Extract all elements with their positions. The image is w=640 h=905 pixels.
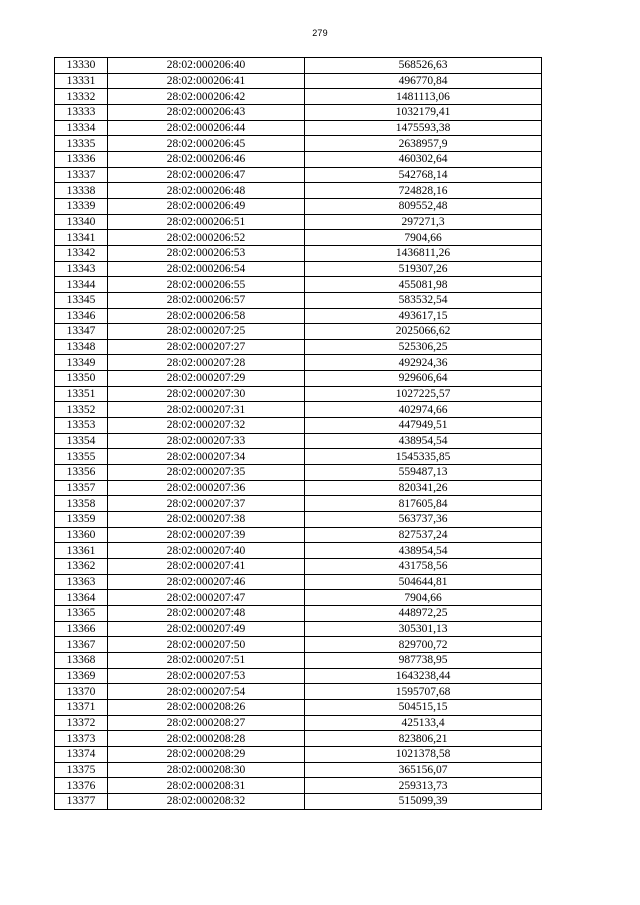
row-number-cell: 13340 [55, 214, 108, 230]
table-row [55, 214, 542, 230]
value-cell: 724828,16 [305, 183, 542, 199]
value-cell: 515099,39 [305, 793, 542, 809]
cadastral-number-cell: 28:02:000207:28 [108, 355, 305, 371]
cadastral-number-cell: 28:02:000207:38 [108, 512, 305, 528]
value-cell: 431758,56 [305, 559, 542, 575]
value-cell: 492924,36 [305, 355, 542, 371]
row-number-cell: 13367 [55, 637, 108, 653]
table-row [55, 292, 542, 308]
value-cell: 402974,66 [305, 402, 542, 418]
value-cell: 563737,36 [305, 512, 542, 528]
cadastral-number-cell: 28:02:000207:41 [108, 559, 305, 575]
value-cell: 447949,51 [305, 418, 542, 434]
value-cell: 7904,66 [305, 590, 542, 606]
row-number-cell: 13370 [55, 684, 108, 700]
value-cell: 1027225,57 [305, 386, 542, 402]
value-cell: 817605,84 [305, 496, 542, 512]
cadastral-number-cell: 28:02:000206:53 [108, 245, 305, 261]
table-row [55, 183, 542, 199]
value-cell: 1481113,06 [305, 89, 542, 105]
value-cell: 829700,72 [305, 637, 542, 653]
cadastral-number-cell: 28:02:000207:50 [108, 637, 305, 653]
page-number: 279 [312, 28, 328, 38]
cadastral-number-cell: 28:02:000207:54 [108, 684, 305, 700]
table-row [55, 386, 542, 402]
row-number-cell: 13330 [55, 58, 108, 74]
cadastral-number-cell: 28:02:000206:57 [108, 292, 305, 308]
cadastral-number-cell: 28:02:000208:31 [108, 778, 305, 794]
row-number-cell: 13333 [55, 104, 108, 120]
row-number-cell: 13344 [55, 277, 108, 293]
cadastral-number-cell: 28:02:000207:47 [108, 590, 305, 606]
cadastral-number-cell: 28:02:000207:30 [108, 386, 305, 402]
table-row [55, 668, 542, 684]
cadastral-number-cell: 28:02:000208:28 [108, 731, 305, 747]
table-row [55, 731, 542, 747]
table-row [55, 151, 542, 167]
cadastral-number-cell: 28:02:000206:41 [108, 73, 305, 89]
table-row [55, 136, 542, 152]
table-row [55, 699, 542, 715]
row-number-cell: 13345 [55, 292, 108, 308]
table-row [55, 89, 542, 105]
table-row [55, 261, 542, 277]
cadastral-number-cell: 28:02:000206:47 [108, 167, 305, 183]
value-cell: 823806,21 [305, 731, 542, 747]
row-number-cell: 13356 [55, 465, 108, 481]
cadastral-number-cell: 28:02:000206:51 [108, 214, 305, 230]
value-cell: 496770,84 [305, 73, 542, 89]
row-number-cell: 13349 [55, 355, 108, 371]
row-number-cell: 13358 [55, 496, 108, 512]
value-cell: 568526,63 [305, 58, 542, 74]
table-body [55, 58, 542, 810]
cadastral-number-cell: 28:02:000207:34 [108, 449, 305, 465]
table-row [55, 58, 542, 74]
row-number-cell: 13369 [55, 668, 108, 684]
data-table [54, 57, 542, 810]
table-row [55, 480, 542, 496]
table-row [55, 621, 542, 637]
cadastral-number-cell: 28:02:000207:29 [108, 371, 305, 387]
cadastral-number-cell: 28:02:000206:58 [108, 308, 305, 324]
table-row [55, 527, 542, 543]
value-cell: 809552,48 [305, 198, 542, 214]
row-number-cell: 13365 [55, 605, 108, 621]
value-cell: 438954,54 [305, 543, 542, 559]
table-row [55, 590, 542, 606]
table-row [55, 245, 542, 261]
row-number-cell: 13363 [55, 574, 108, 590]
table-row [55, 230, 542, 246]
row-number-cell: 13343 [55, 261, 108, 277]
table-row [55, 684, 542, 700]
value-cell: 425133,4 [305, 715, 542, 731]
row-number-cell: 13341 [55, 230, 108, 246]
row-number-cell: 13347 [55, 324, 108, 340]
value-cell: 7904,66 [305, 230, 542, 246]
row-number-cell: 13336 [55, 151, 108, 167]
table-row [55, 167, 542, 183]
table-row [55, 715, 542, 731]
value-cell: 1643238,44 [305, 668, 542, 684]
table-row [55, 277, 542, 293]
cadastral-number-cell: 28:02:000206:54 [108, 261, 305, 277]
table-row [55, 120, 542, 136]
row-number-cell: 13372 [55, 715, 108, 731]
cadastral-number-cell: 28:02:000206:40 [108, 58, 305, 74]
cadastral-number-cell: 28:02:000207:33 [108, 433, 305, 449]
cadastral-number-cell: 28:02:000207:25 [108, 324, 305, 340]
cadastral-number-cell: 28:02:000207:48 [108, 605, 305, 621]
table-row [55, 402, 542, 418]
cadastral-number-cell: 28:02:000207:36 [108, 480, 305, 496]
value-cell: 820341,26 [305, 480, 542, 496]
table-row [55, 355, 542, 371]
row-number-cell: 13332 [55, 89, 108, 105]
row-number-cell: 13368 [55, 652, 108, 668]
value-cell: 297271,3 [305, 214, 542, 230]
cadastral-number-cell: 28:02:000208:26 [108, 699, 305, 715]
table-row [55, 652, 542, 668]
value-cell: 455081,98 [305, 277, 542, 293]
value-cell: 259313,73 [305, 778, 542, 794]
value-cell: 1032179,41 [305, 104, 542, 120]
cadastral-number-cell: 28:02:000207:31 [108, 402, 305, 418]
value-cell: 2025066,62 [305, 324, 542, 340]
row-number-cell: 13351 [55, 386, 108, 402]
row-number-cell: 13376 [55, 778, 108, 794]
row-number-cell: 13350 [55, 371, 108, 387]
value-cell: 504515,15 [305, 699, 542, 715]
table-row [55, 433, 542, 449]
cadastral-number-cell: 28:02:000206:55 [108, 277, 305, 293]
cadastral-number-cell: 28:02:000208:32 [108, 793, 305, 809]
cadastral-number-cell: 28:02:000206:46 [108, 151, 305, 167]
cadastral-number-cell: 28:02:000207:49 [108, 621, 305, 637]
row-number-cell: 13357 [55, 480, 108, 496]
row-number-cell: 13360 [55, 527, 108, 543]
row-number-cell: 13355 [55, 449, 108, 465]
row-number-cell: 13348 [55, 339, 108, 355]
cadastral-number-cell: 28:02:000206:52 [108, 230, 305, 246]
table-row [55, 198, 542, 214]
value-cell: 827537,24 [305, 527, 542, 543]
value-cell: 929606,64 [305, 371, 542, 387]
table-row [55, 496, 542, 512]
value-cell: 583532,54 [305, 292, 542, 308]
row-number-cell: 13337 [55, 167, 108, 183]
cadastral-number-cell: 28:02:000207:53 [108, 668, 305, 684]
row-number-cell: 13364 [55, 590, 108, 606]
row-number-cell: 13346 [55, 308, 108, 324]
value-cell: 1545335,85 [305, 449, 542, 465]
cadastral-number-cell: 28:02:000207:27 [108, 339, 305, 355]
value-cell: 1021378,58 [305, 746, 542, 762]
cadastral-number-cell: 28:02:000206:45 [108, 136, 305, 152]
cadastral-number-cell: 28:02:000206:49 [108, 198, 305, 214]
row-number-cell: 13334 [55, 120, 108, 136]
table-row [55, 605, 542, 621]
row-number-cell: 13331 [55, 73, 108, 89]
table-row [55, 637, 542, 653]
row-number-cell: 13354 [55, 433, 108, 449]
row-number-cell: 13352 [55, 402, 108, 418]
value-cell: 438954,54 [305, 433, 542, 449]
row-number-cell: 13339 [55, 198, 108, 214]
row-number-cell: 13375 [55, 762, 108, 778]
value-cell: 1475593,38 [305, 120, 542, 136]
cadastral-number-cell: 28:02:000207:32 [108, 418, 305, 434]
cadastral-number-cell: 28:02:000206:42 [108, 89, 305, 105]
table-row [55, 418, 542, 434]
row-number-cell: 13371 [55, 699, 108, 715]
row-number-cell: 13373 [55, 731, 108, 747]
cadastral-number-cell: 28:02:000207:37 [108, 496, 305, 512]
table-row [55, 339, 542, 355]
value-cell: 1436811,26 [305, 245, 542, 261]
table-row [55, 778, 542, 794]
value-cell: 2638957,9 [305, 136, 542, 152]
row-number-cell: 13353 [55, 418, 108, 434]
cadastral-number-cell: 28:02:000208:27 [108, 715, 305, 731]
table-row [55, 104, 542, 120]
value-cell: 987738,95 [305, 652, 542, 668]
cadastral-number-cell: 28:02:000206:48 [108, 183, 305, 199]
value-cell: 365156,07 [305, 762, 542, 778]
table-row [55, 793, 542, 809]
row-number-cell: 13362 [55, 559, 108, 575]
table-row [55, 308, 542, 324]
value-cell: 460302,64 [305, 151, 542, 167]
table-row [55, 543, 542, 559]
table-row [55, 574, 542, 590]
value-cell: 519307,26 [305, 261, 542, 277]
value-cell: 559487,13 [305, 465, 542, 481]
table-row [55, 512, 542, 528]
table-row [55, 465, 542, 481]
row-number-cell: 13377 [55, 793, 108, 809]
row-number-cell: 13366 [55, 621, 108, 637]
cadastral-number-cell: 28:02:000206:44 [108, 120, 305, 136]
row-number-cell: 13361 [55, 543, 108, 559]
row-number-cell: 13342 [55, 245, 108, 261]
cadastral-number-cell: 28:02:000208:29 [108, 746, 305, 762]
value-cell: 504644,81 [305, 574, 542, 590]
row-number-cell: 13374 [55, 746, 108, 762]
row-number-cell: 13338 [55, 183, 108, 199]
value-cell: 305301,13 [305, 621, 542, 637]
table-row [55, 449, 542, 465]
cadastral-number-cell: 28:02:000208:30 [108, 762, 305, 778]
table-row [55, 371, 542, 387]
row-number-cell: 13335 [55, 136, 108, 152]
table-row [55, 762, 542, 778]
value-cell: 493617,15 [305, 308, 542, 324]
cadastral-number-cell: 28:02:000207:39 [108, 527, 305, 543]
value-cell: 448972,25 [305, 605, 542, 621]
value-cell: 1595707,68 [305, 684, 542, 700]
cadastral-number-cell: 28:02:000207:46 [108, 574, 305, 590]
table-row [55, 73, 542, 89]
value-cell: 525306,25 [305, 339, 542, 355]
cadastral-number-cell: 28:02:000207:51 [108, 652, 305, 668]
row-number-cell: 13359 [55, 512, 108, 528]
table-row [55, 746, 542, 762]
cadastral-number-cell: 28:02:000207:35 [108, 465, 305, 481]
cadastral-number-cell: 28:02:000207:40 [108, 543, 305, 559]
table-row [55, 559, 542, 575]
value-cell: 542768,14 [305, 167, 542, 183]
cadastral-number-cell: 28:02:000206:43 [108, 104, 305, 120]
table-row [55, 324, 542, 340]
